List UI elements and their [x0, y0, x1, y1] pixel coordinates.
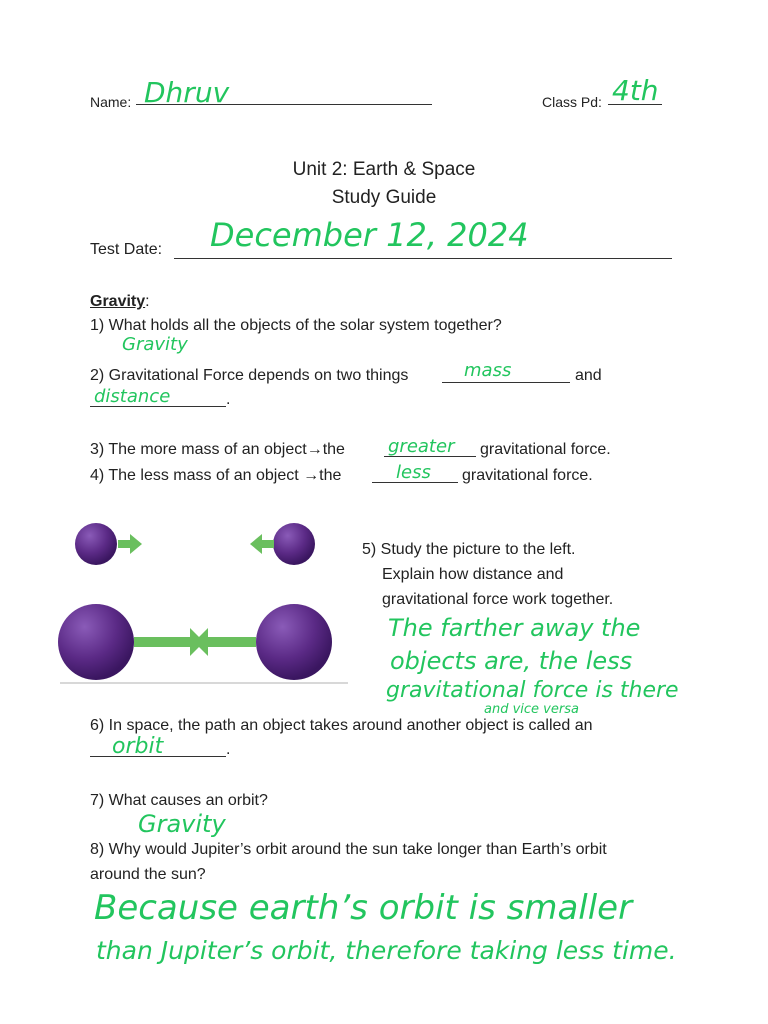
section-heading-text: Gravity	[90, 293, 146, 310]
class-label: Class Pd:	[542, 94, 602, 110]
answer-5-line-1: The farther away the	[388, 614, 641, 642]
arrow-left-icon	[250, 534, 262, 554]
answer-4: less	[396, 462, 431, 483]
sphere-small-right-icon	[273, 523, 315, 565]
question-6: 6) In space, the path an object takes around another object is called an	[90, 717, 593, 734]
question-7: 7) What causes an orbit?	[90, 792, 268, 809]
question-1: 1) What holds all the objects of the solar system together?	[90, 317, 502, 334]
test-date-label: Test Date:	[90, 241, 163, 258]
answer-8-line-1: Because earth’s orbit is smaller	[94, 888, 633, 928]
arrow-right-icon	[130, 534, 142, 554]
arrow-right-large-shaft	[134, 637, 192, 647]
test-date-answer: December 12, 2024	[210, 216, 529, 254]
answer-3: greater	[388, 436, 455, 457]
question-3-part-a: 3) The more mass of an object→the	[90, 441, 345, 458]
question-5-line-3: gravitational force work together.	[382, 591, 614, 608]
arrow-left-large-shaft	[204, 637, 256, 647]
question-2-and: and	[575, 367, 602, 384]
question-8-line-1: 8) Why would Jupiter’s orbit around the sun take longer than Earth’s orbit	[90, 841, 607, 858]
sphere-small-left-icon	[75, 523, 117, 565]
question-4-part-b: gravitational force.	[462, 467, 593, 484]
page-title: Unit 2: Earth & Space	[292, 159, 476, 180]
question-5-line-1: 5) Study the picture to the left.	[362, 541, 576, 558]
sphere-large-right-icon	[256, 604, 332, 680]
section-heading-colon: :	[145, 293, 150, 310]
answer-1: Gravity	[122, 334, 188, 355]
question-3-part-b: gravitational force.	[480, 441, 611, 458]
arrow-right-small-shaft	[118, 540, 132, 548]
answer-5-line-3: gravitational force is there	[386, 678, 679, 703]
answer-5-line-2: objects are, the less	[390, 647, 633, 675]
arrow-left-small-shaft	[260, 540, 274, 548]
name-answer: Dhruv	[144, 76, 230, 109]
question-4-part-a: 4) The less mass of an object →the	[90, 467, 342, 484]
answer-2a: mass	[464, 360, 512, 381]
class-answer: 4th	[612, 74, 659, 107]
answer-2b: distance	[94, 386, 171, 407]
answer-8-line-2: than Jupiter’s orbit, therefore taking less time.	[96, 936, 677, 965]
page-subtitle: Study Guide	[331, 187, 437, 208]
question-2-end: .	[226, 391, 231, 408]
answer-6: orbit	[112, 734, 164, 759]
arrow-left-large-icon	[194, 628, 208, 656]
gravity-diagram	[56, 510, 348, 690]
question-6-end: .	[226, 741, 231, 758]
question-8-line-2: around the sun?	[90, 866, 206, 883]
answer-5-line-4: and vice versa	[484, 702, 579, 717]
sphere-large-left-icon	[58, 604, 134, 680]
name-label: Name:	[90, 94, 132, 110]
question-5-line-2: Explain how distance and	[382, 566, 564, 583]
answer-7: Gravity	[138, 810, 226, 838]
question-2-part-a: 2) Gravitational Force depends on two things	[90, 367, 409, 384]
section-heading	[90, 292, 150, 312]
question-2-blank-a[interactable]	[442, 382, 570, 383]
test-date-blank[interactable]	[174, 258, 672, 259]
